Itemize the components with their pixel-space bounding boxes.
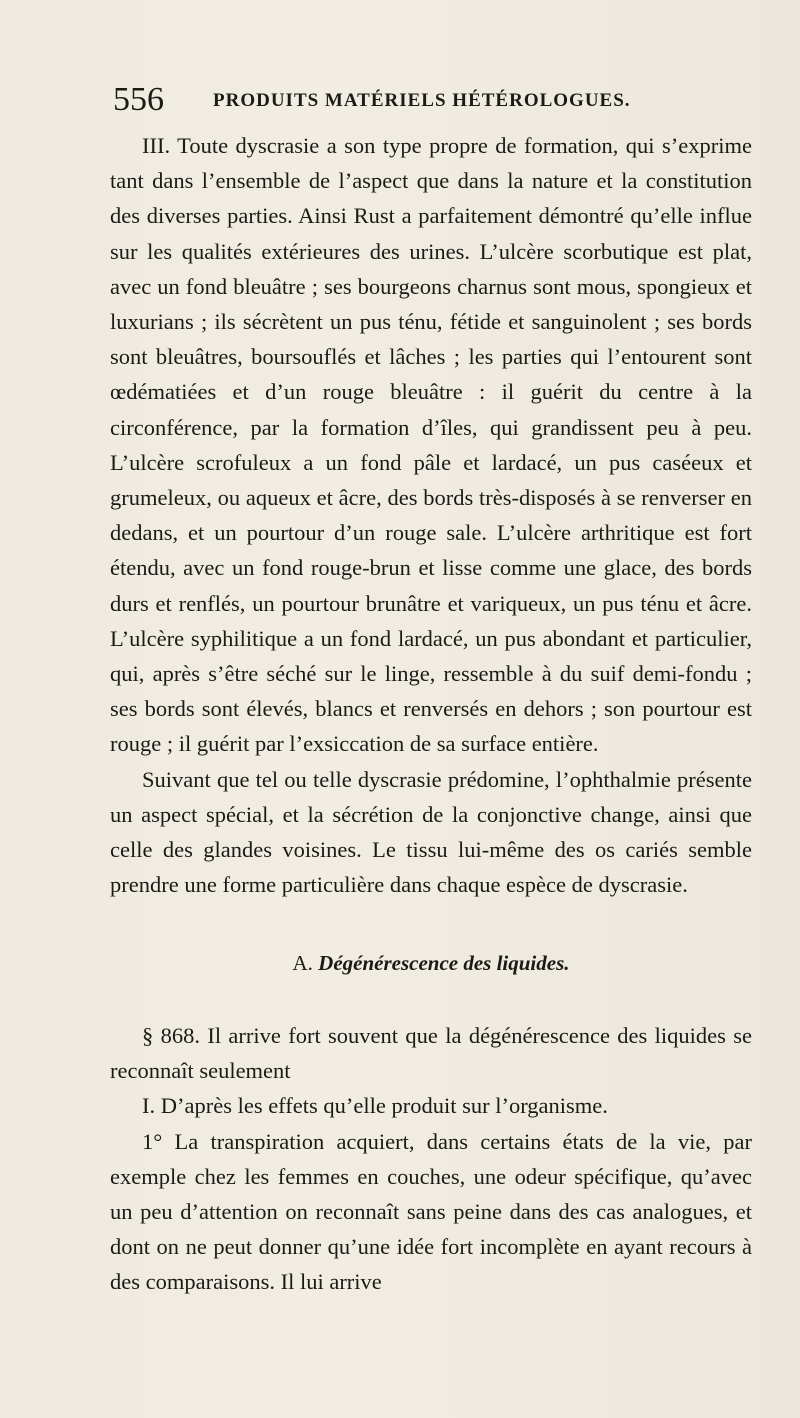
paragraph-effets: I. D’après les effets qu’elle produit sur l’organisme. — [142, 1093, 608, 1119]
paragraph-868: § 868. Il arrive fort souvent que la dégénérescence des liquides se reconnaît seulement — [110, 1023, 752, 1084]
section-text — [110, 1018, 752, 1300]
section-heading — [110, 948, 752, 978]
section-letter: A. — [292, 951, 313, 975]
section-title: Dégénérescence des liquides. — [318, 951, 570, 975]
paragraph-ophthalmie: Suivant que tel ou telle dyscrasie prédomine, l’ophthalmie présente un aspect spécial, et la sécrétion de la conjonctive change, ainsi que celle des glandes voisines. Le tissu lui-même des os cariés semble prendre une forme particulière dans chaque espèce de dyscrasie. — [110, 766, 752, 898]
running-title: PRODUITS MATÉRIELS HÉTÉROLOGUES. — [213, 90, 631, 111]
paragraph-dyscrasie-types: III. Toute dyscrasie a son type propre de formation, qui s’exprime tant dans l’ensemble de l’aspect que dans la nature et la constitution des diverses parties. Ainsi Rust a parfaitement démontré qu’elle influe sur les qualités extérieures des urines. L’ulcère scorbutique est plat, avec un fond bleuâtre ; ses bourgeons charnus sont mous, spongieux et luxurians ; ils sécrètent un pus ténu, fétide et sanguinolent ; ses bords sont bleuâtres, boursouflés et lâches ; les parties qui l’entourent sont œdématiées et d’un rouge bleuâtre : il guérit du centre à la circonférence, par la formation d’îles, qui grandissent peu à peu. L’ulcère scrofuleux a un fond pâle et lardacé, un pus caséeux et grumeleux, ou aqueux et âcre, des bords très-disposés à se renverser en dedans, et un pourtour d’un rouge sale. L’ulcère arthritique est fort étendu, avec un fond rouge-brun et lisse comme une glace, des bords durs et renflés, un pourtour brunâtre et variqueux, un pus ténu et âcre. L’ulcère syphilitique a un fond lardacé, un pus abondant et particulier, qui, après s’être séché sur le linge, ressemble à du suif demi-fondu ; ses bords sont élevés, blancs et renversés en dehors ; son pourtour est rouge ; il guérit par l’exsiccation de sa surface entière. — [110, 133, 752, 757]
page-number: 556 — [113, 81, 164, 118]
main-text — [110, 128, 752, 902]
paragraph-transpiration: 1° La transpiration acquiert, dans certains états de la vie, par exemple chez les femmes en couches, une odeur spécifique, qu’avec un peu d’attention on reconnaît sans peine dans des cas analogues, et dont on ne peut donner qu’une idée fort incomplète en ayant recours à des comparaisons. Il lui arrive — [110, 1128, 752, 1295]
page-header — [113, 82, 763, 118]
